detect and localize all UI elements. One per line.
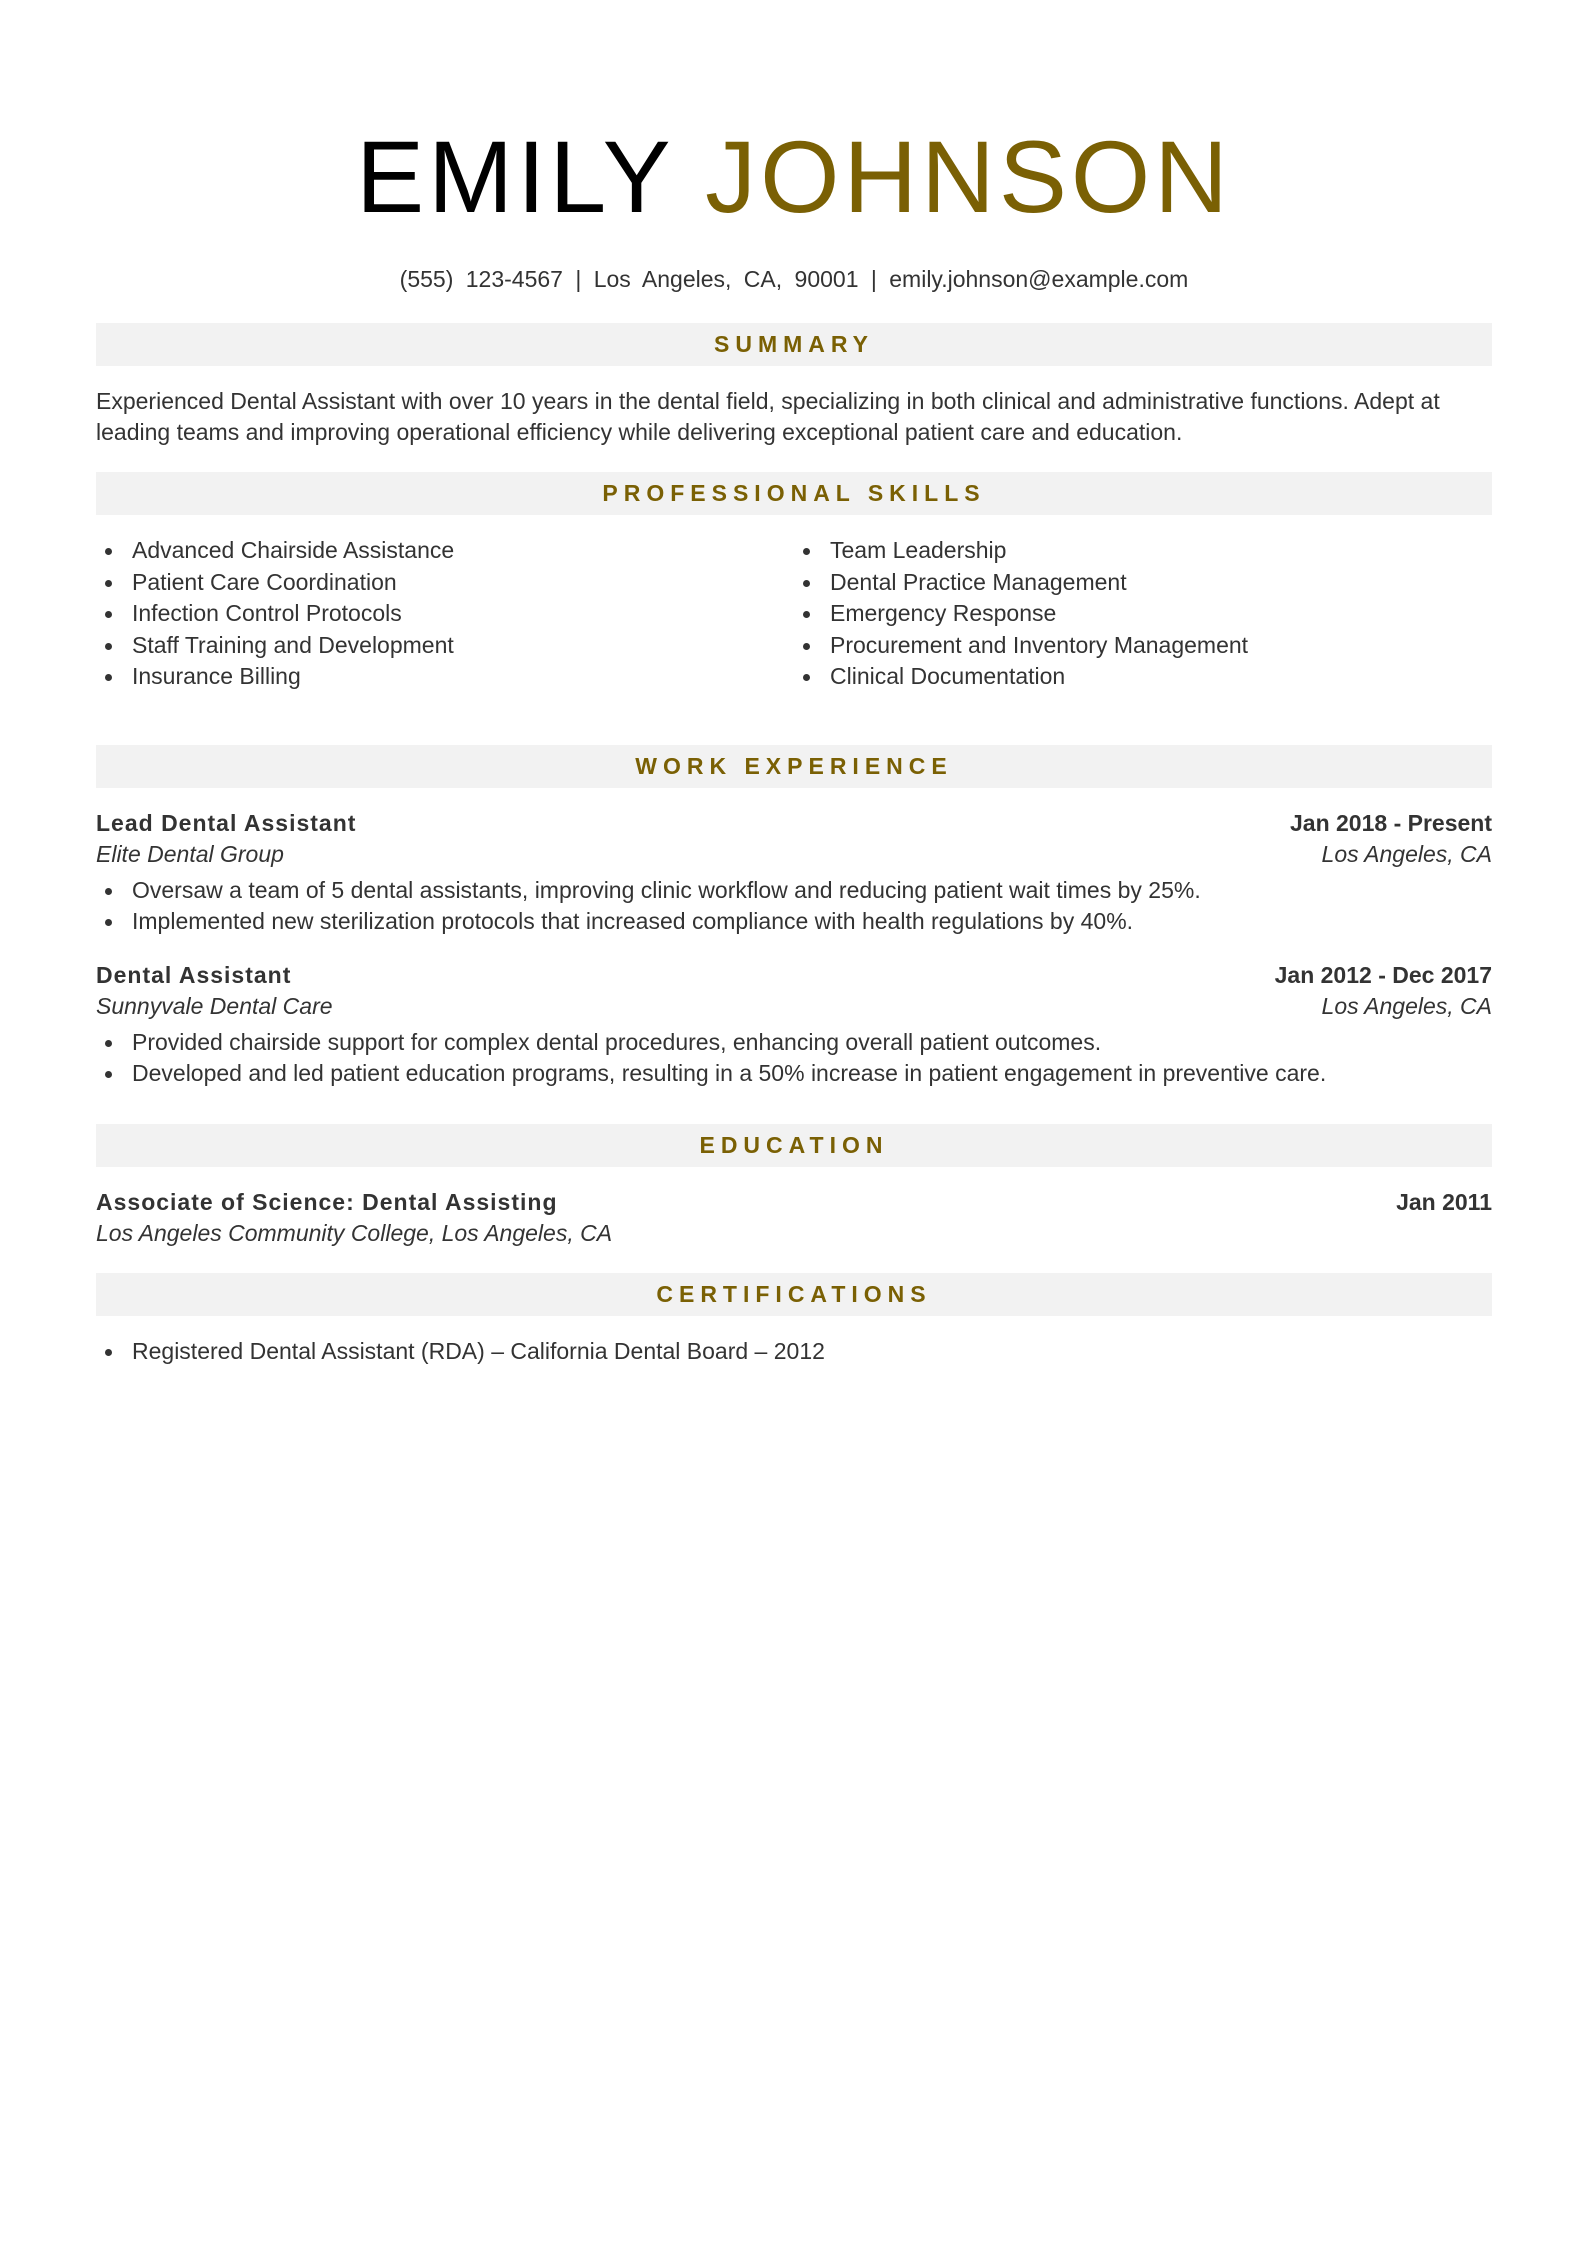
job-company: Elite Dental Group (96, 840, 284, 867)
education-heading: EDUCATION (96, 1124, 1492, 1167)
skill-item: Dental Practice Management (794, 567, 1492, 599)
certification-item: Registered Dental Assistant (RDA) – California Dental Board – 2012 (96, 1336, 1492, 1368)
job-title: Lead Dental Assistant (96, 809, 357, 836)
job-dates: Jan 2012 - Dec 2017 (1274, 961, 1492, 988)
summary-heading: SUMMARY (96, 323, 1492, 366)
job-bullets (96, 1027, 1492, 1090)
candidate-name (96, 120, 1492, 234)
education-entry (96, 1187, 1492, 1249)
job-entry (96, 808, 1492, 938)
job-title: Dental Assistant (96, 961, 292, 988)
skill-item: Patient Care Coordination (96, 567, 794, 599)
certifications-list (96, 1336, 1492, 1368)
skills-column-left (96, 535, 794, 693)
last-name: JOHNSON (705, 120, 1232, 234)
job-bullets (96, 875, 1492, 938)
skill-item: Staff Training and Development (96, 630, 794, 662)
experience-heading: WORK EXPERIENCE (96, 745, 1492, 788)
skill-item: Insurance Billing (96, 661, 794, 693)
resume-page (96, 0, 1492, 1367)
degree: Associate of Science: Dental Assisting (96, 1188, 558, 1215)
school: Los Angeles Community College, Los Angeles, CA (96, 1219, 613, 1246)
summary-text: Experienced Dental Assistant with over 10 years in the dental field, specializing in both clinical and administrative functions. Adept at leading teams and improving operational efficiency while delivering exceptional patient care and education. (96, 388, 1440, 445)
job-entry (96, 960, 1492, 1090)
job-bullet: Oversaw a team of 5 dental assistants, improving clinic workflow and reducing patient wait times by 25%. (96, 875, 1492, 907)
job-location: Los Angeles, CA (1321, 992, 1492, 1019)
skill-item: Emergency Response (794, 598, 1492, 630)
skill-item: Procurement and Inventory Management (794, 630, 1492, 662)
job-dates: Jan 2018 - Present (1289, 809, 1492, 836)
skill-item: Team Leadership (794, 535, 1492, 567)
job-bullet: Implemented new sterilization protocols that increased compliance with health regulations by 40%. (96, 906, 1492, 938)
skills-column-right (794, 535, 1492, 693)
education-date: Jan 2011 (1396, 1188, 1492, 1215)
certifications-heading: CERTIFICATIONS (96, 1273, 1492, 1316)
skill-item: Advanced Chairside Assistance (96, 535, 794, 567)
first-name: EMILY (356, 120, 673, 234)
skill-item: Infection Control Protocols (96, 598, 794, 630)
job-location: Los Angeles, CA (1321, 840, 1492, 867)
skill-item: Clinical Documentation (794, 661, 1492, 693)
skills-heading: PROFESSIONAL SKILLS (96, 472, 1492, 515)
skills-list (96, 535, 1492, 693)
contact-line: (555) 123-4567 | Los Angeles, CA, 90001 | emily.johnson@example.com (399, 266, 1189, 292)
job-company: Sunnyvale Dental Care (96, 992, 333, 1019)
job-bullet: Developed and led patient education programs, resulting in a 50% increase in patient engagement in preventive care. (96, 1058, 1492, 1090)
job-bullet: Provided chairside support for complex dental procedures, enhancing overall patient outcomes. (96, 1027, 1492, 1059)
